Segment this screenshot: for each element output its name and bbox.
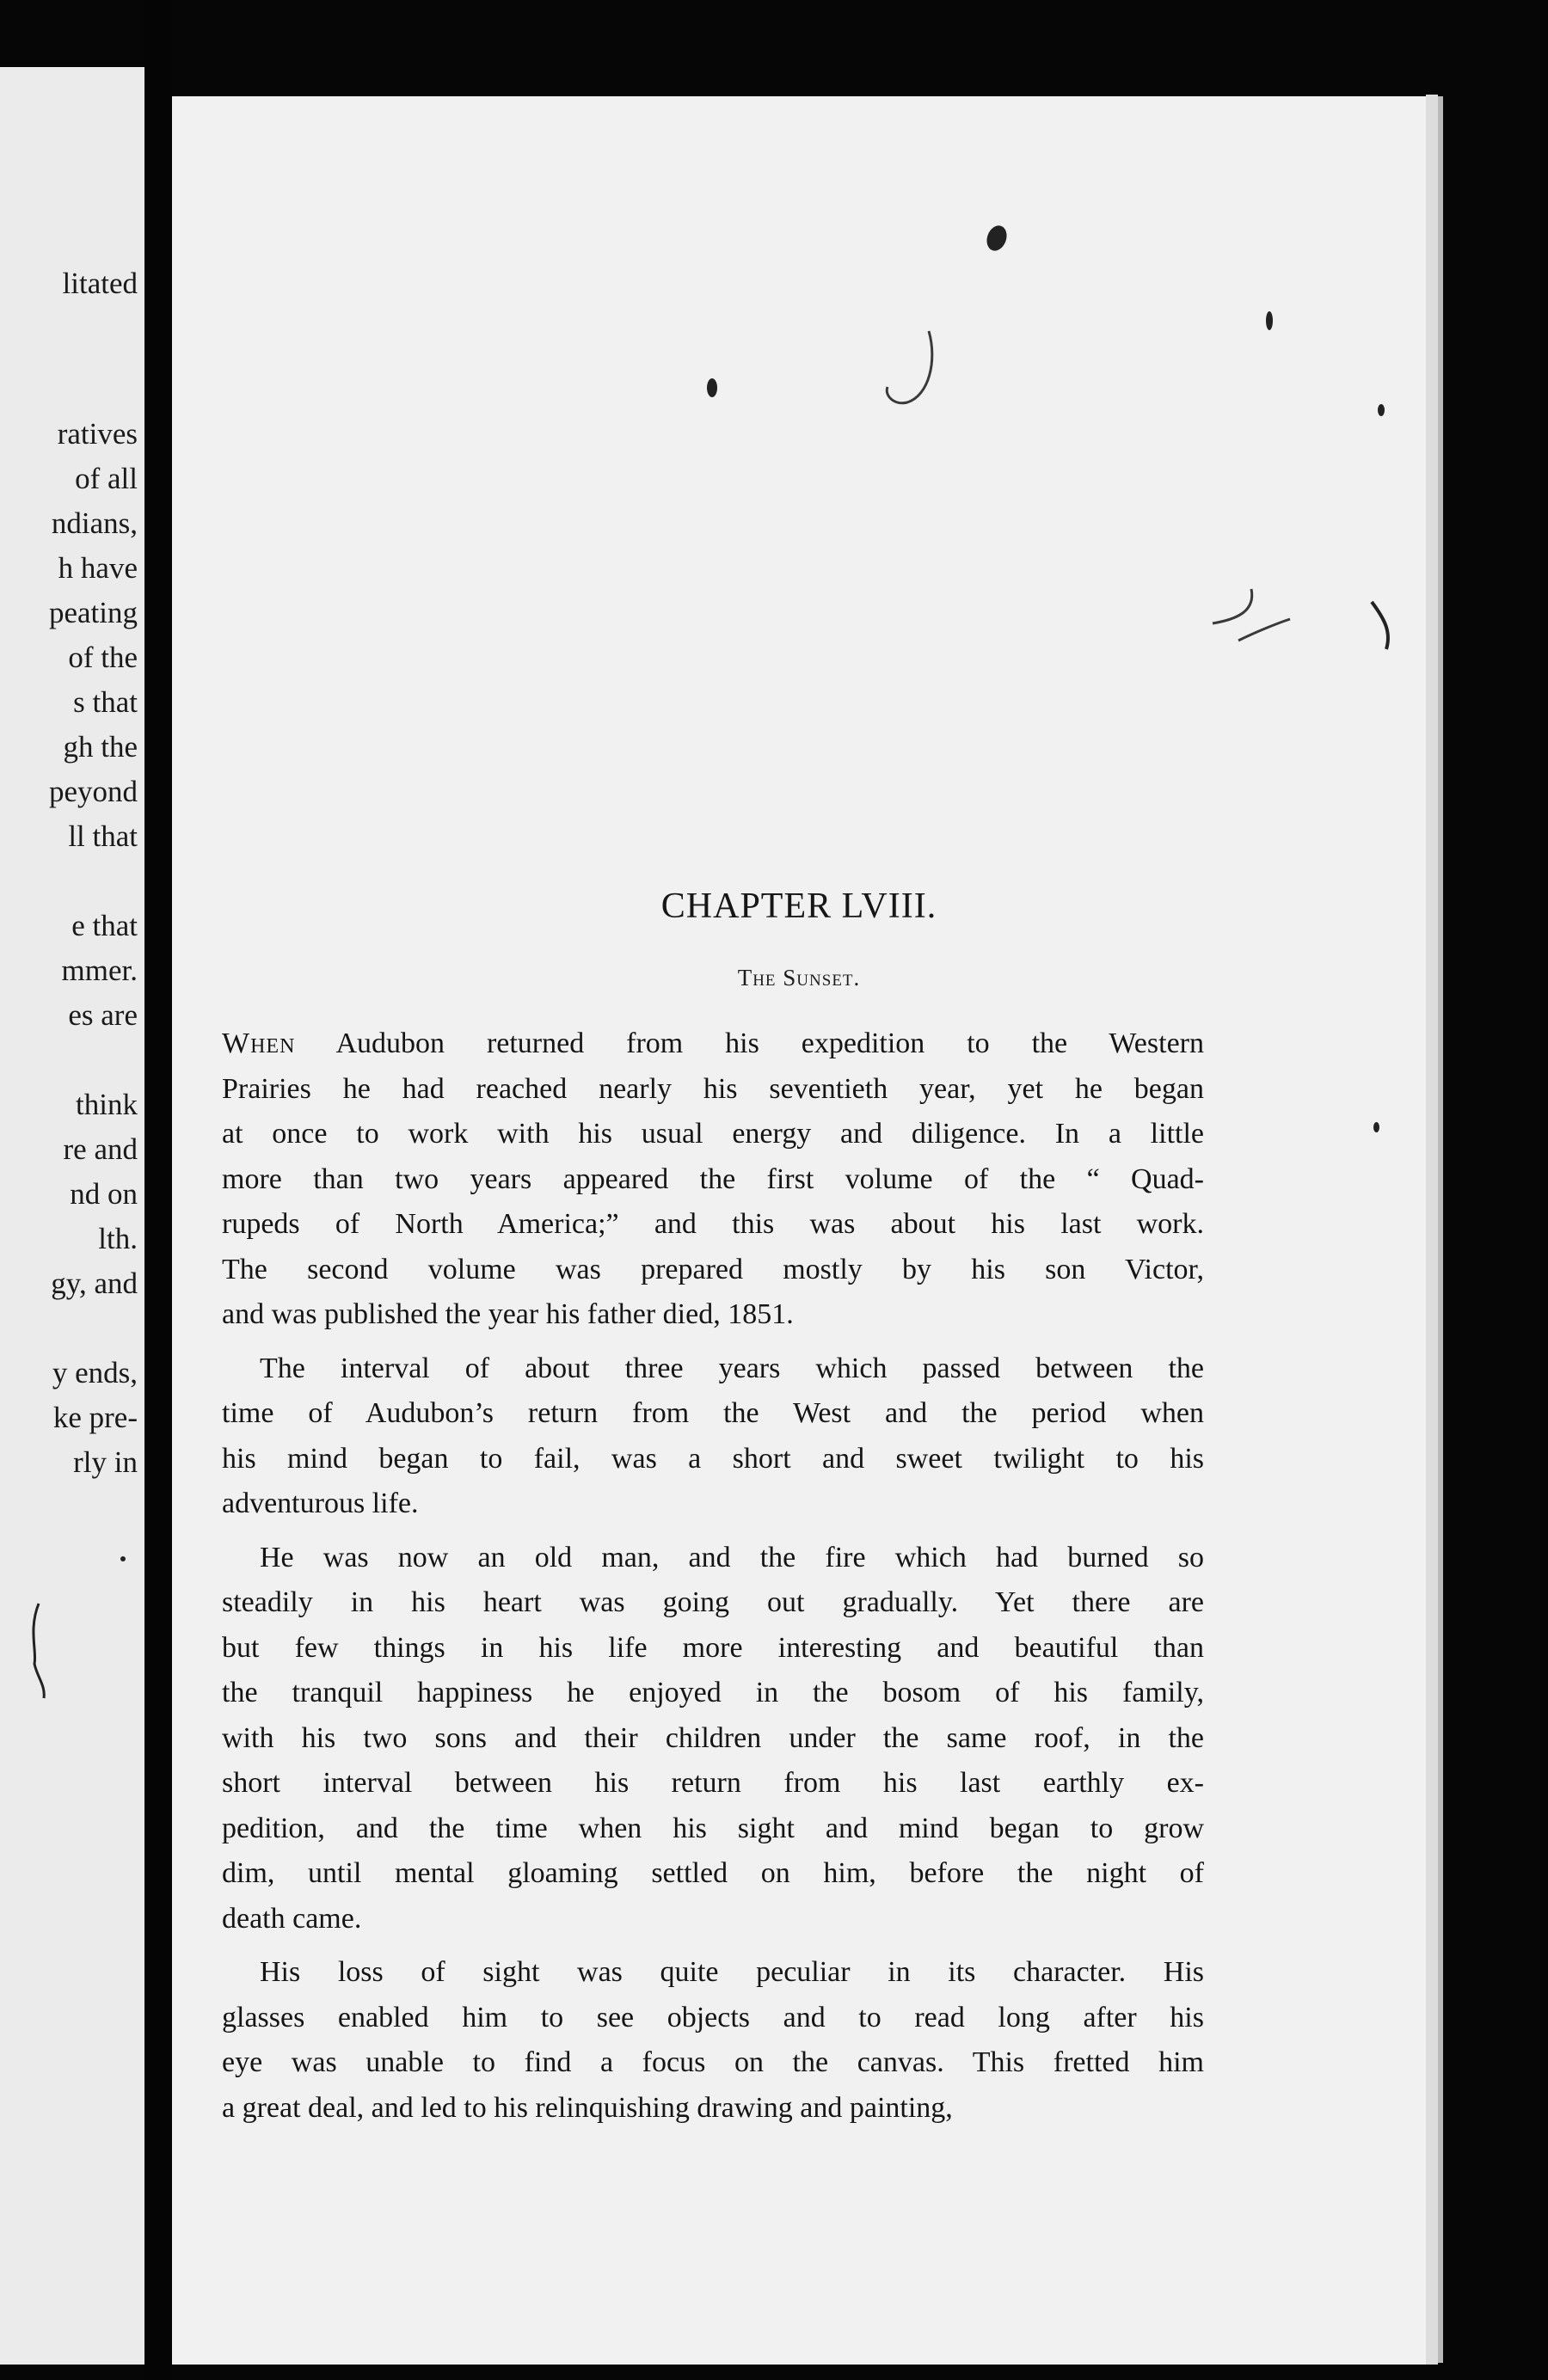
left-facing-page: [0, 67, 144, 2365]
left-page-fragment: s that: [73, 685, 138, 719]
text-line: time of Audubon’s return from the West and the period when: [222, 1397, 1204, 1429]
paragraph: [222, 1950, 1204, 2131]
left-page-fragment: think: [76, 1088, 138, 1121]
left-page-fragment: peating: [48, 596, 138, 629]
text-line: short interval between his return from his last earthly ex-: [222, 1767, 1204, 1799]
paragraph: [222, 1021, 1204, 1338]
scan-speck: [1373, 1122, 1379, 1132]
text-line: [222, 1021, 1204, 1067]
text-line: His loss of sight was quite peculiar in its character. His: [260, 1956, 1204, 1988]
left-page-fragment: gh the: [63, 730, 138, 764]
left-page-fragment: lth.: [98, 1222, 138, 1255]
text-line: the tranquil happiness he enjoyed in the bosom of his family,: [222, 1677, 1204, 1708]
left-page-fragment: of the: [68, 641, 138, 674]
chapter-title: CHAPTER LVIII.: [660, 886, 937, 926]
scan-speck: [1378, 404, 1385, 416]
scan-speck: [707, 378, 717, 397]
left-page-fragment: ll that: [68, 819, 138, 853]
scan-hair-mark: [22, 1599, 56, 1702]
left-page-fragment: y ends,: [52, 1356, 138, 1389]
text-line: The interval of about three years which passed between the: [260, 1352, 1204, 1384]
left-page-fragment: h have: [58, 551, 138, 585]
text-line: more than two years appeared the first volume of the “ Quad-: [222, 1162, 1204, 1195]
paragraph-lead-word: When: [222, 1027, 296, 1059]
book-gutter: [144, 0, 172, 2380]
text-line: Prairies he had reached nearly his seventieth year, yet he began: [222, 1072, 1204, 1105]
text-line: glasses enabled him to see objects and to read long after his: [222, 2001, 1204, 2033]
left-page-fragment: nd on: [70, 1177, 138, 1211]
text-line: The second volume was prepared mostly by his son Victor,: [222, 1253, 1204, 1285]
left-page-fragment: of all: [75, 462, 138, 495]
paragraph: [222, 1536, 1204, 1942]
left-page-fragment: ndians,: [51, 506, 138, 540]
text-line: pedition, and the time when his sight and mind began to grow: [222, 1812, 1204, 1844]
text-line: He was now an old man, and the fire which had burned so: [260, 1541, 1204, 1573]
left-page-fragment: ke pre-: [52, 1401, 138, 1434]
left-page-fragment: ratives: [57, 417, 138, 451]
scan-speck: [120, 1556, 126, 1561]
text-line: adventurous life.: [222, 1488, 419, 1519]
text-line: with his two sons and their children under the same roof, in the: [222, 1721, 1204, 1754]
page-edge: [1426, 95, 1438, 2365]
page-edge-shadow: [1438, 96, 1443, 2363]
text-line: his mind began to fail, was a short and sweet twilight to his: [222, 1442, 1204, 1475]
body-text: [222, 1021, 1204, 2139]
text-line: a great deal, and led to his relinquishing drawing and painting,: [222, 2091, 953, 2124]
scan-hair-mark: [1367, 593, 1402, 671]
left-page-fragment: e that: [71, 909, 138, 942]
text-line: death came.: [222, 1902, 362, 1935]
scan-hair-mark: [869, 327, 946, 413]
chapter-subtitle: The Sunset.: [737, 965, 861, 991]
left-page-fragment: es are: [68, 998, 138, 1032]
text-line: steadily in his heart was going out gradually. Yet there are: [222, 1586, 1204, 1618]
text-line: rupeds of North America;” and this was about his last work.: [222, 1208, 1204, 1240]
text-line: dim, until mental gloaming settled on him, before the night of: [222, 1857, 1204, 1889]
paragraph: [222, 1346, 1204, 1527]
left-page-fragment: mmer.: [61, 954, 138, 987]
scan-speck: [1266, 311, 1273, 330]
left-page-fragment: gy, and: [51, 1267, 138, 1300]
left-page-fragment: rly in: [73, 1445, 138, 1479]
text-line: eye was unable to find a focus on the canvas. This fretted him: [222, 2046, 1204, 2078]
text-line-rest: Audubon returned from his expedition to the Western: [295, 1027, 1204, 1059]
scan-hair-mark: [1204, 585, 1299, 653]
left-page-fragment: peyond: [48, 775, 138, 808]
text-line: but few things in his life more interesting and beautiful than: [222, 1631, 1204, 1664]
left-page-fragment: re and: [63, 1132, 138, 1166]
text-line: at once to work with his usual energy and diligence. In a little: [222, 1118, 1204, 1150]
left-page-fragment: litated: [62, 267, 138, 300]
text-line: and was published the year his father died, 1851.: [222, 1298, 794, 1330]
